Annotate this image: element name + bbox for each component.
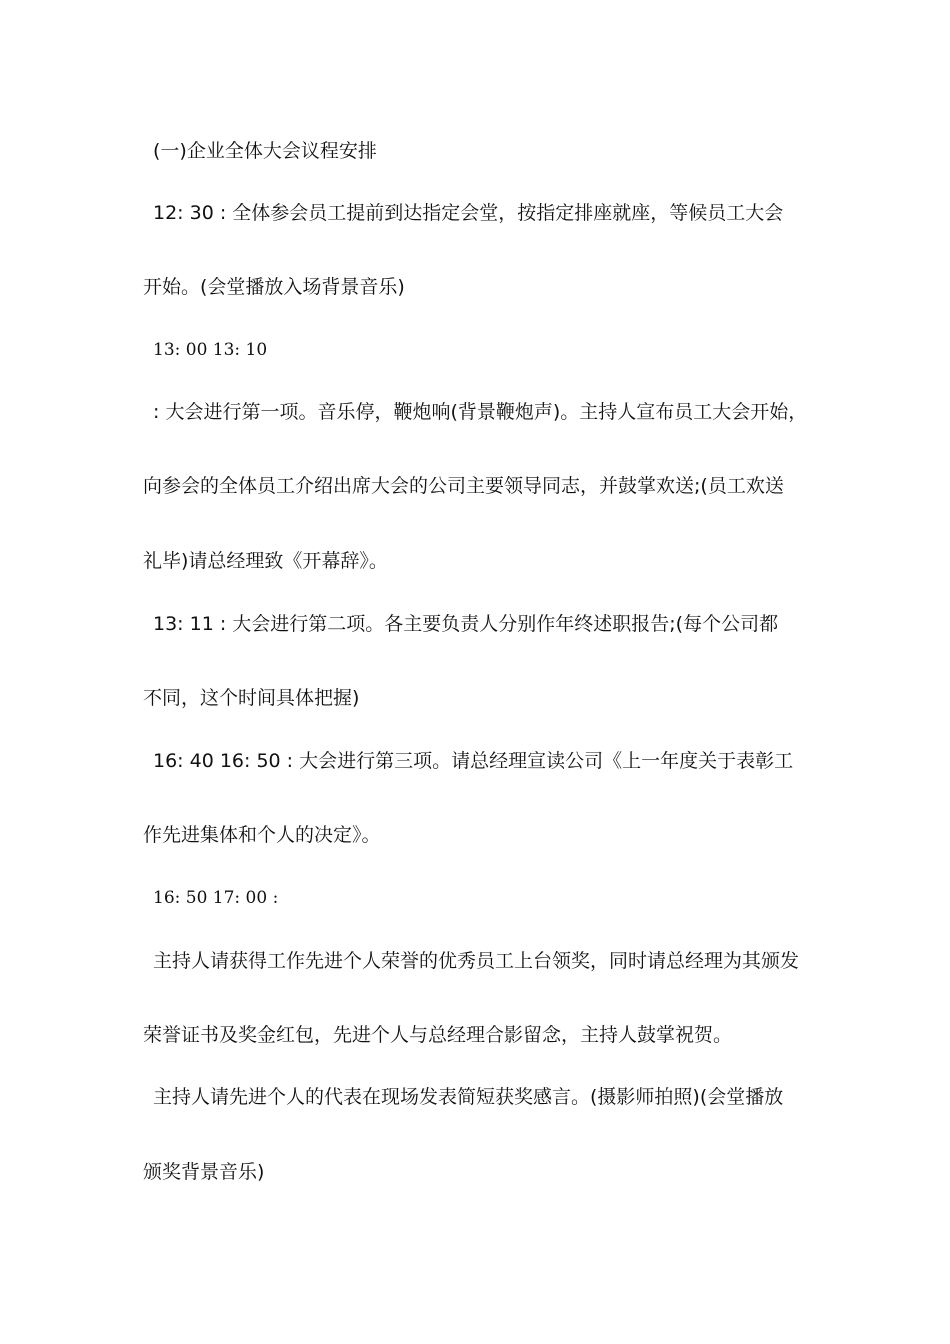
time-line: 16: 50 17: 00 : [153,888,279,908]
time-line: 13: 00 13: 10 [153,340,268,360]
paragraph-line: 16: 40 16: 50 : 大会进行第三项。请总经理宣读公司《上一年度关于表彰工 [153,750,794,772]
paragraph-line: 12: 30 : 全体参会员工提前到达指定会堂，按指定排座就座，等候员工大会 [153,202,784,224]
paragraph-line: 不同，这个时间具体把握) [143,687,360,709]
paragraph-line: 主持人请先进个人的代表在现场发表简短获奖感言。(摄影师拍照)(会堂播放 [153,1086,784,1108]
paragraph-line: 向参会的全体员工介绍出席大会的公司主要领导同志，并鼓掌欢送;(员工欢送 [143,475,784,497]
paragraph-line: 作先进集体和个人的决定》。 [143,824,381,846]
paragraph-line: 主持人请获得工作先进个人荣誉的优秀员工上台领奖，同时请总经理为其颁发 [153,950,800,972]
paragraph-line: 礼毕)请总经理致《开幕辞》。 [143,550,388,572]
paragraph-line: 荣誉证书及奖金红包，先进个人与总经理合影留念，主持人鼓掌祝贺。 [143,1024,733,1046]
paragraph-line: : 大会进行第一项。音乐停，鞭炮响(背景鞭炮声)。主持人宣布员工大会开始， [153,401,808,423]
paragraph-line: 颁奖背景音乐) [143,1161,265,1183]
paragraph-line: 13: 11 : 大会进行第二项。各主要负责人分别作年终述职报告;(每个公司都 [153,613,779,635]
section-heading: (一)企业全体大会议程安排 [153,140,377,162]
paragraph-line: 开始。(会堂播放入场背景音乐) [143,276,405,298]
